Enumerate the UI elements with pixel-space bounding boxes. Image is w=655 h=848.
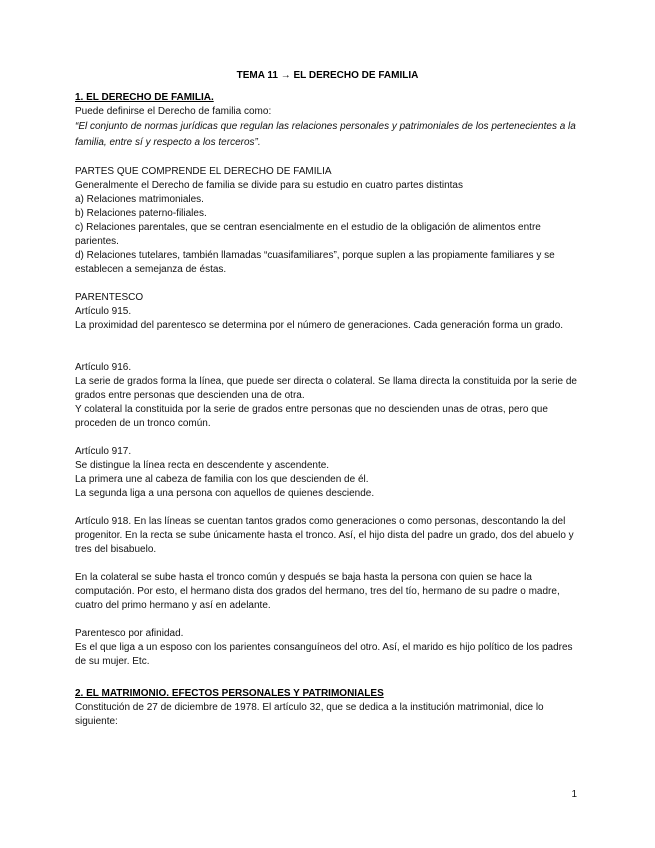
section-heading: 2. EL MATRIMONIO. EFECTOS PERSONALES Y PATRIMONIALES [75, 688, 384, 699]
paragraph: La serie de grados forma la línea, que puede ser directa o colateral. Se llama directa la constituida por la serie de grados entre personas que descienden una de otra. [75, 376, 577, 401]
paragraph-spacer [75, 277, 583, 291]
paragraph: a) Relaciones matrimoniales. [75, 194, 204, 205]
paragraph: Artículo 915. [75, 306, 132, 317]
paragraph: La primera une al cabeza de familia con los que descienden de él. [75, 474, 369, 485]
paragraph: c) Relaciones parentales, que se centran esencialmente en el estudio de la obligación de alimentos entre parientes. [75, 222, 541, 247]
paragraph: b) Relaciones paterno-filiales. [75, 208, 207, 219]
paragraph-spacer [75, 347, 583, 361]
paragraph: Es el que liga a un esposo con los parientes consanguíneos del otro. Así, el marido es hijo político de los padres de su mujer. Etc. [75, 642, 573, 667]
paragraph: PARTES QUE COMPRENDE EL DERECHO DE FAMILIA [75, 166, 332, 177]
paragraph-spacer [75, 669, 583, 687]
section-heading: 1. EL DERECHO DE FAMILIA. [75, 92, 214, 103]
paragraph-spacer [75, 557, 583, 571]
paragraph: Artículo 917. [75, 446, 132, 457]
paragraph: Artículo 916. [75, 362, 132, 373]
paragraph: d) Relaciones tutelares, también llamadas “cuasifamiliares”, porque suplen a las propiamente familiares y se establecen a semejanza de éstas. [75, 250, 555, 275]
paragraph: Generalmente el Derecho de familia se divide para su estudio en cuatro partes distintas [75, 180, 463, 191]
page-number: 1 [571, 789, 577, 800]
paragraph: Puede definirse el Derecho de familia como: [75, 106, 272, 117]
paragraph-spacer [75, 613, 583, 627]
paragraph-spacer [75, 333, 583, 347]
paragraph-spacer [75, 501, 583, 515]
document-content [0, 91, 655, 729]
paragraph: Y colateral la constituida por la serie de grados entre personas que no descienden unas de otras, pero que proceden de un tronco común. [75, 404, 548, 429]
paragraph-spacer [75, 151, 583, 165]
paragraph: “El conjunto de normas jurídicas que regulan las relaciones personales y patrimoniales de los pertenecientes a la familia, entre sí y respecto a los terceros”. [75, 121, 576, 148]
paragraph: PARENTESCO [75, 292, 144, 303]
paragraph: La segunda liga a una persona con aquellos de quienes desciende. [75, 488, 375, 499]
document-title: TEMA 11 → EL DERECHO DE FAMILIA [236, 70, 419, 81]
paragraph: Se distingue la línea recta en descendente y ascendente. [75, 460, 330, 471]
paragraph: En la colateral se sube hasta el tronco común y después se baja hasta la persona con quien se hace la computación. Por esto, el hermano dista dos grados del hermano, tres del tío, hermano de su padre o madre, cuatro del primo hermano y así en adelante. [75, 572, 560, 611]
paragraph: La proximidad del parentesco se determina por el número de generaciones. Cada generación forma un grado. [75, 320, 564, 331]
paragraph: Constitución de 27 de diciembre de 1978. El artículo 32, que se dedica a la institución matrimonial, dice lo siguiente: [75, 702, 544, 727]
paragraph: Artículo 918. En las líneas se cuentan tantos grados como generaciones o como personas, descontando la del progenitor. En la recta se sube únicamente hasta el tronco. Así, el hijo dista del padre un grado, dos del abuelo y tres del bisabuelo. [75, 516, 574, 555]
paragraph: Parentesco por afinidad. [75, 628, 184, 639]
paragraph-spacer [75, 431, 583, 445]
